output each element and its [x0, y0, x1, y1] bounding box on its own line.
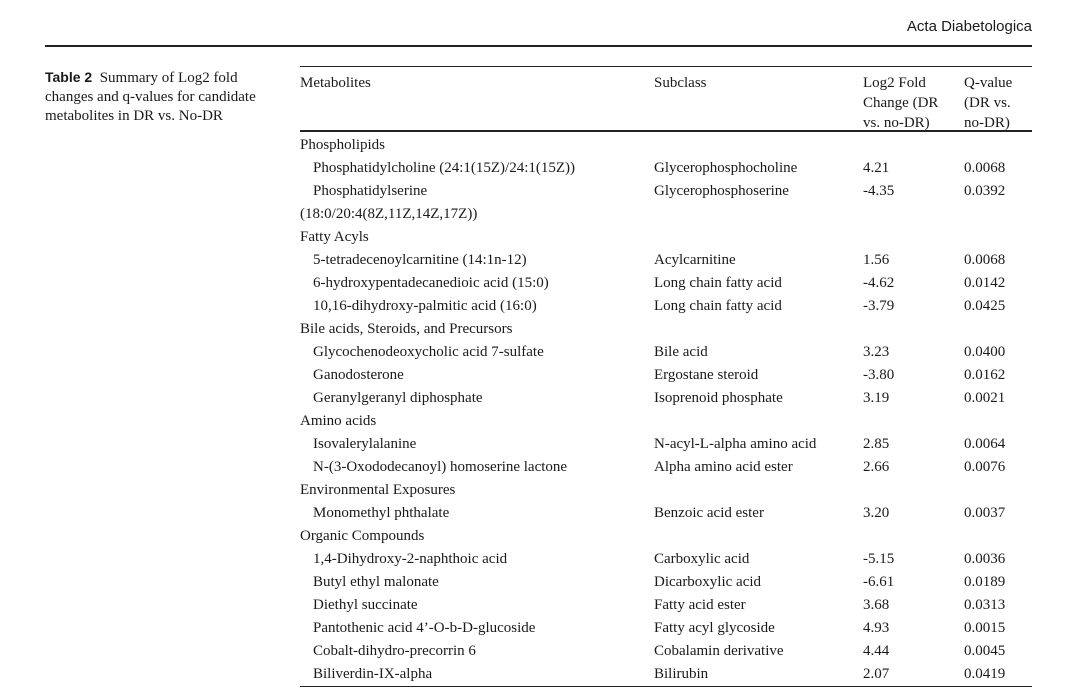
- log2-fold-change: 2.66: [863, 459, 890, 475]
- metabolite-name: Glycochenodeoxycholic acid 7-sulfate: [313, 344, 544, 360]
- table-row: [300, 364, 1032, 387]
- q-value: 0.0037: [964, 505, 1006, 521]
- group-row: [300, 479, 1032, 502]
- header-subclass: Subclass: [654, 75, 707, 91]
- caption-label: Table 2: [45, 69, 93, 85]
- group-name: Amino acids: [300, 413, 377, 429]
- caption-text: Summary of Log2 fold changes and q-values for candidate metabolites in DR vs. No-DR: [45, 70, 256, 124]
- q-value: 0.0068: [964, 160, 1006, 176]
- log2-fold-change: -4.35: [863, 183, 895, 199]
- subclass: Alpha amino acid ester: [654, 459, 793, 475]
- group-name: Organic Compounds: [300, 528, 425, 544]
- table-row: [300, 617, 1032, 640]
- table-header: [300, 66, 1032, 132]
- header-qvalue: Q-value (DR vs. no-DR): [964, 75, 1013, 131]
- log2-fold-change: 2.07: [863, 666, 890, 682]
- q-value: 0.0036: [964, 551, 1006, 567]
- q-value: 0.0392: [964, 183, 1006, 199]
- table-row: [300, 571, 1032, 594]
- group-row: [300, 525, 1032, 548]
- group-name: Phospholipids: [300, 137, 386, 153]
- subclass: Glycerophosphocholine: [654, 160, 798, 176]
- q-value: 0.0021: [964, 390, 1006, 406]
- subclass: Ergostane steroid: [654, 367, 759, 383]
- q-value: 0.0425: [964, 298, 1006, 314]
- table-row: [300, 249, 1032, 272]
- log2-fold-change: 3.20: [863, 505, 890, 521]
- log2-fold-change: -5.15: [863, 551, 895, 567]
- table-row: [300, 594, 1032, 617]
- metabolite-name: Ganodosterone: [313, 367, 404, 383]
- subclass: Acylcarnitine: [654, 252, 736, 268]
- subclass: Bilirubin: [654, 666, 709, 682]
- subclass: Fatty acid ester: [654, 597, 746, 613]
- table-body: [300, 132, 1032, 687]
- log2-fold-change: 3.19: [863, 390, 890, 406]
- subclass: Long chain fatty acid: [654, 298, 782, 314]
- subclass: Dicarboxylic acid: [654, 574, 762, 590]
- q-value: 0.0313: [964, 597, 1006, 613]
- metabolite-name: Phosphatidylserine: [313, 183, 428, 199]
- table-row: [300, 272, 1032, 295]
- header-log2fc: Log2 Fold Change (DR vs. no-DR): [863, 75, 939, 131]
- q-value: 0.0015: [964, 620, 1006, 636]
- group-row: [300, 226, 1032, 249]
- journal-name: Acta Diabetologica: [906, 18, 1032, 35]
- metabolite-name: N-(3-Oxododecanoyl) homoserine lactone: [313, 459, 568, 475]
- log2-fold-change: 4.44: [863, 643, 890, 659]
- log2-fold-change: -3.80: [863, 367, 895, 383]
- group-name: Environmental Exposures: [300, 482, 456, 498]
- q-value: 0.0076: [964, 459, 1006, 475]
- subclass: Benzoic acid ester: [654, 505, 764, 521]
- q-value: 0.0419: [964, 666, 1006, 682]
- log2-fold-change: -4.62: [863, 275, 895, 291]
- table-row: [300, 387, 1032, 410]
- table-caption: [45, 68, 270, 126]
- q-value: 0.0189: [964, 574, 1006, 590]
- log2-fold-change: 1.56: [863, 252, 890, 268]
- table-row: [300, 548, 1032, 571]
- subclass: Bile acid: [654, 344, 708, 360]
- metabolite-name: Geranylgeranyl diphosphate: [313, 390, 483, 406]
- metabolite-name-cont: (18:0/20:4(8Z,11Z,14Z,17Z)): [300, 206, 478, 222]
- metabolite-name: Monomethyl phthalate: [313, 505, 450, 521]
- metabolite-name: Pantothenic acid 4’-O-b-D-glucoside: [313, 620, 536, 636]
- log2-fold-change: 4.21: [863, 160, 890, 176]
- header-metabolites: Metabolites: [300, 75, 371, 91]
- log2-fold-change: 2.85: [863, 436, 890, 452]
- group-row: [300, 410, 1032, 433]
- group-row: [300, 134, 1032, 157]
- metabolite-name: Cobalt-dihydro-precorrin 6: [313, 643, 476, 659]
- q-value: 0.0162: [964, 367, 1006, 383]
- subclass: Carboxylic acid: [654, 551, 750, 567]
- table-row: [300, 502, 1032, 525]
- subclass: Isoprenoid phosphate: [654, 390, 783, 406]
- table-row: [300, 180, 1032, 226]
- q-value: 0.0142: [964, 275, 1006, 291]
- table-row: [300, 341, 1032, 364]
- group-row: [300, 318, 1032, 341]
- metabolite-name: 1,4-Dihydroxy-2-naphthoic acid: [313, 551, 508, 567]
- log2-fold-change: 3.23: [863, 344, 890, 360]
- log2-fold-change: 3.68: [863, 597, 890, 613]
- metabolite-name: 5-tetradecenoylcarnitine (14:1n-12): [313, 252, 527, 268]
- q-value: 0.0045: [964, 643, 1006, 659]
- table-row: [300, 295, 1032, 318]
- log2-fold-change: -6.61: [863, 574, 895, 590]
- subclass: Fatty acyl glycoside: [654, 620, 775, 636]
- table-row: [300, 433, 1032, 456]
- log2-fold-change: 4.93: [863, 620, 890, 636]
- metabolite-name: Phosphatidylcholine (24:1(15Z)/24:1(15Z)): [313, 160, 576, 176]
- subclass: Cobalamin derivative: [654, 643, 784, 659]
- table-row: [300, 640, 1032, 663]
- log2-fold-change: -3.79: [863, 298, 895, 314]
- metabolite-name: Biliverdin-IX-alpha: [313, 666, 433, 682]
- table-row: [300, 157, 1032, 180]
- header-rule: [45, 45, 1032, 47]
- metabolite-name: 6-hydroxypentadecanedioic acid (15:0): [313, 275, 549, 291]
- group-name: Fatty Acyls: [300, 229, 369, 245]
- metabolites-table: [300, 66, 1032, 687]
- metabolite-name: Isovalerylalanine: [313, 436, 417, 452]
- q-value: 0.0400: [964, 344, 1006, 360]
- table-row: [300, 456, 1032, 479]
- subclass: Glycerophosphoserine: [654, 183, 789, 199]
- metabolite-name: 10,16-dihydroxy-palmitic acid (16:0): [313, 298, 537, 314]
- subclass: Long chain fatty acid: [654, 275, 782, 291]
- metabolite-name: Butyl ethyl malonate: [313, 574, 439, 590]
- metabolite-name: Diethyl succinate: [313, 597, 418, 613]
- table-row: [300, 663, 1032, 687]
- q-value: 0.0068: [964, 252, 1006, 268]
- subclass: N-acyl-L-alpha amino acid: [654, 436, 817, 452]
- q-value: 0.0064: [964, 436, 1006, 452]
- group-name: Bile acids, Steroids, and Precursors: [300, 321, 513, 337]
